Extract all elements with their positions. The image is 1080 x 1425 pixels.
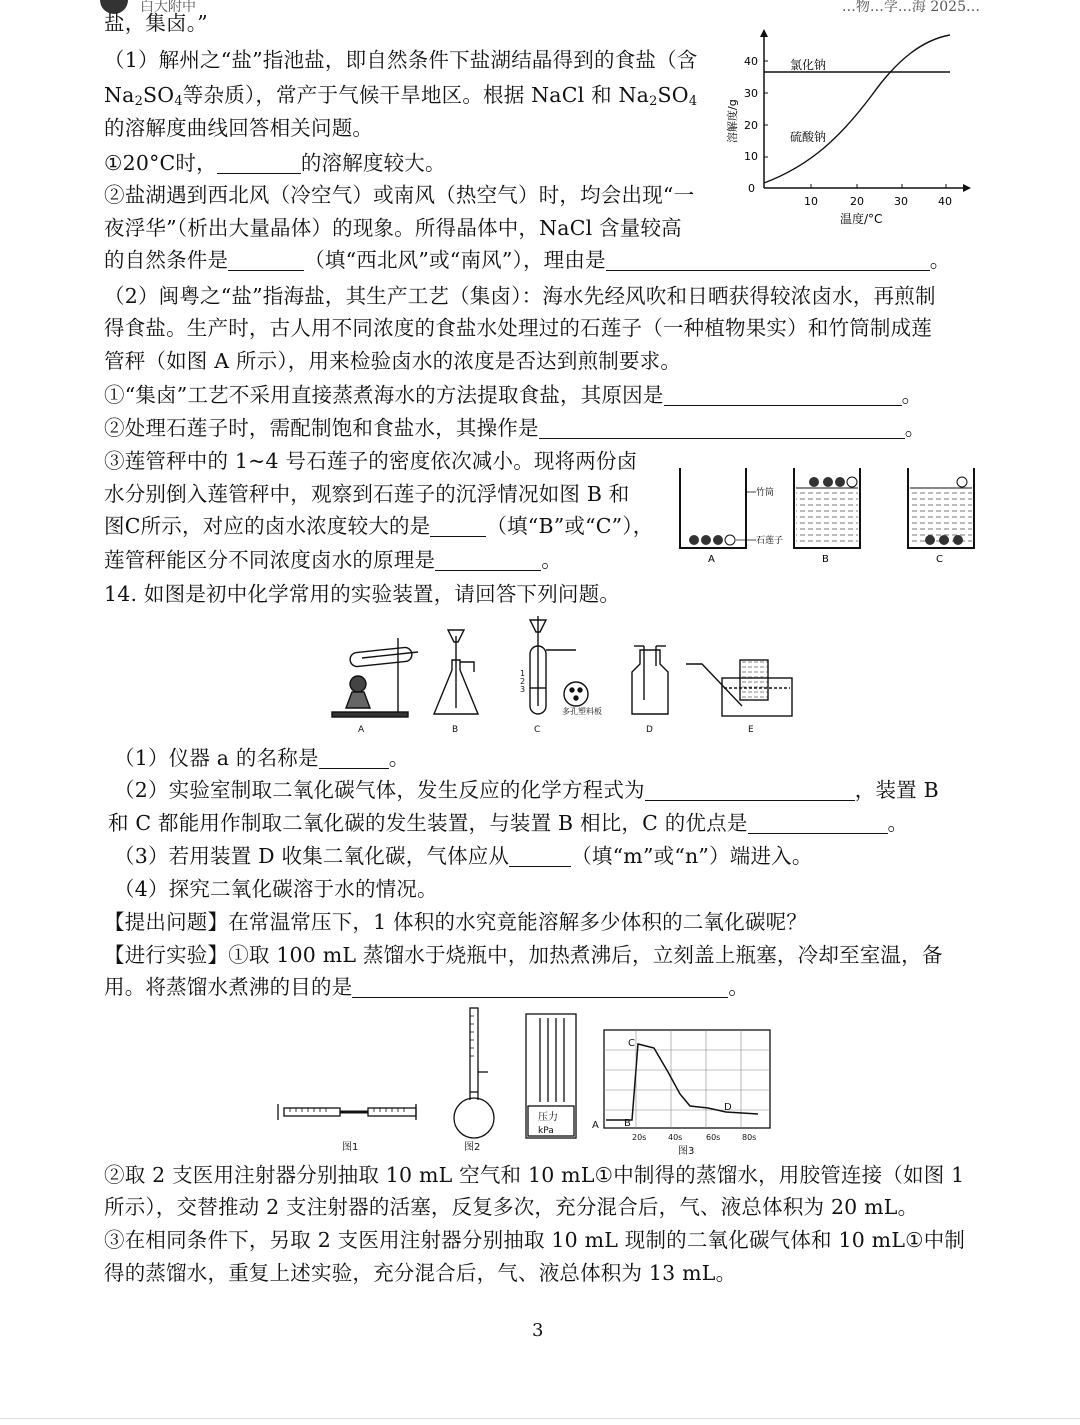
text-run: （2）实验室制取二氧化碳气体，发生反应的化学方程式为 [114, 778, 645, 802]
text-line [104, 513, 654, 540]
text-line: 【进行实验】①取 100 mL 蒸馏水于烧瓶中，加热煮沸后，立刻盖上瓶塞，冷却至室温，备 [104, 943, 943, 967]
text-run: SO [143, 83, 175, 107]
fig2-flask [454, 1008, 494, 1153]
subscript: 2 [649, 94, 658, 109]
answer-blank[interactable] [352, 977, 728, 998]
text-line: 得的蒸馏水，重复上述实验，充分混合后，气、液总体积为 13 mL。 [104, 1261, 737, 1285]
text-line [104, 150, 446, 177]
text-line: 的溶解度曲线回答相关问题。 [104, 116, 374, 140]
text-line [114, 745, 409, 772]
text-line: ③在相同条件下，另取 2 支医用注射器分别抽取 10 mL 现制的二氧化碳气体和 10 mL①中制 [104, 1228, 966, 1252]
lab-apparatus-figure [322, 610, 798, 735]
fig1-syringes [278, 1104, 416, 1153]
text-run: Na [104, 83, 135, 107]
x-tick: 20 [850, 195, 864, 208]
header-right: …物…学…海 2025… [841, 0, 980, 14]
pressure-curve [606, 1044, 758, 1120]
text-line [104, 82, 697, 109]
c-num: 3 [520, 685, 526, 694]
y-axis-label: 溶解度/g [726, 99, 739, 143]
text-run: 。 [541, 548, 562, 572]
label-a: A [358, 725, 365, 735]
answer-blank[interactable] [228, 250, 304, 271]
answer-blank[interactable] [539, 418, 905, 439]
text-run: SO [657, 83, 689, 107]
text-line: 【提出问题】在常温常压下，1 体积的水究竟能溶解多少体积的二氧化碳呢？ [104, 910, 808, 934]
scale-c [908, 468, 974, 565]
answer-blank[interactable] [319, 748, 389, 769]
label-b: B [452, 725, 459, 735]
answer-blank[interactable] [509, 846, 571, 867]
text-run: 的自然条件是 [104, 248, 229, 272]
c-num: 2 [520, 677, 526, 686]
label-c: C [936, 554, 943, 565]
y-tick: 0 [748, 182, 755, 195]
text-line [104, 547, 562, 574]
c-num: 1 [520, 669, 526, 678]
header-left: 白大附中 [140, 0, 196, 14]
text-line: 夜浮华”（析出大量晶体）的现象。所得晶体中，NaCl 含量较高 [104, 216, 682, 240]
question-14-title: 14. 如图是初中化学常用的实验装置，请回答下列问题。 [104, 582, 621, 606]
seed-label: 石莲子 [756, 536, 784, 546]
text-line: （1）解州之“盐”指池盐，即自然条件下盐湖结晶得到的食盐（含 [104, 48, 698, 72]
answer-blank[interactable] [748, 813, 888, 834]
text-line [108, 810, 908, 837]
text-line: ②盐湖遇到西北风（冷空气）或南风（热空气）时，均会出现“一 [104, 183, 695, 207]
pressure-sensor [526, 1014, 576, 1138]
text-run: 。 [901, 383, 923, 407]
y-tick: 30 [744, 87, 758, 100]
text-run: （填“B”或“C”）， [486, 514, 654, 538]
text-line [104, 974, 749, 1001]
solubility-curve-figure [722, 25, 972, 230]
porous-plate-label: 多孔塑料板 [562, 707, 602, 716]
fig3-pressure-graph [592, 1030, 770, 1157]
text-run: 。 [388, 746, 410, 770]
text-run: 图C所示，对应的卤水浓度较大的是 [104, 514, 431, 538]
x-axis-label: 温度/°C [840, 212, 883, 226]
label-e: E [748, 725, 754, 735]
pressure-unit: kPa [538, 1126, 554, 1136]
text-line [114, 777, 939, 804]
point-b: B [624, 1118, 631, 1129]
point-d: D [724, 1102, 732, 1113]
text-line: ③莲管秤中的 1~4 号石莲子的密度依次减小。现将两份卤 [104, 449, 638, 473]
fig1-label: 图1 [342, 1142, 359, 1153]
text-run: （填“西北风”或“南风”），理由是 [304, 248, 606, 272]
text-line [104, 415, 925, 442]
x-tick: 40s [668, 1133, 683, 1142]
scale-a [680, 468, 783, 565]
nacl-label: 氯化钠 [790, 58, 827, 72]
page-header [100, 0, 980, 14]
text-line: 盐，集卤。” [104, 11, 208, 35]
apparatus-b [434, 630, 478, 735]
text-run: 等杂质），常产于气候干旱地区。根据 NaCl 和 Na [182, 83, 650, 107]
na2so4-label: 硫酸钠 [790, 130, 827, 144]
text-line [104, 382, 922, 409]
label-b: B [822, 554, 829, 565]
subscript: 4 [174, 94, 183, 109]
x-tick: 80s [742, 1133, 757, 1142]
label-c: C [534, 725, 541, 735]
text-line: ②取 2 支医用注射器分别抽取 10 mL 空气和 10 mL①中制得的蒸馏水，用胶管连接（如图 1 [104, 1163, 965, 1187]
point-c: C [628, 1038, 635, 1049]
answer-blank[interactable] [664, 385, 902, 406]
text-line: 所示），交替推动 2 支注射器的活塞，反复多次，充分混合后，气、液总体积为 20 mL。 [104, 1195, 919, 1219]
answer-blank[interactable] [645, 780, 855, 801]
label-d: D [646, 725, 653, 735]
text-run: 和 C 都能用作制取二氧化碳的发生装置，与装置 B 相比，C 的优点是 [108, 811, 748, 835]
text-run: ①“集卤”工艺不采用直接蒸煮海水的方法提取食盐，其原因是 [104, 383, 664, 407]
answer-blank[interactable] [435, 550, 541, 571]
tube-label: 竹筒 [756, 488, 775, 498]
fig2-label: 图2 [464, 1142, 481, 1153]
fig3-label: 图3 [678, 1146, 695, 1157]
y-arrow-icon [760, 29, 768, 37]
text-run: 。 [887, 811, 909, 835]
text-run: ，装置 B [854, 778, 939, 802]
x-tick: 30 [894, 195, 908, 208]
point-a: A [592, 1120, 599, 1131]
text-line [114, 843, 813, 870]
answer-blank[interactable] [217, 153, 301, 174]
text-line: （4）探究二氧化碳溶于水的情况。 [114, 877, 438, 901]
apparatus-d [632, 646, 668, 735]
text-run: ②处理石莲子时，需配制饱和食盐水，其操作是 [104, 416, 539, 440]
x-tick: 60s [706, 1133, 721, 1142]
text-line: 管秤（如图 A 所示），用来检验卤水的浓度是否达到煎制要求。 [104, 349, 682, 373]
subscript: 2 [134, 94, 144, 109]
x-arrow-icon [963, 184, 971, 192]
y-tick: 10 [744, 150, 758, 163]
text-run: 。 [929, 248, 951, 272]
y-tick: 40 [744, 55, 758, 68]
apparatus-e [686, 660, 792, 735]
text-run: （1）仪器 a 的名称是 [114, 746, 319, 770]
text-run: 用。将蒸馏水煮沸的目的是 [104, 975, 353, 999]
y-tick: 20 [744, 119, 758, 132]
lotus-scale-figure [672, 460, 984, 565]
page-number: 3 [532, 1320, 544, 1341]
apparatus-c [520, 616, 602, 735]
label-a: A [708, 554, 715, 565]
text-run: 莲管秤能区分不同浓度卤水的原理是 [104, 548, 436, 572]
text-line: 水分别倒入莲管秤中，观察到石莲子的沉浮情况如图 B 和 [104, 482, 630, 506]
text-run: （填“m”或“n”）端进入。 [571, 844, 813, 868]
text-line: 得食盐。生产时，古人用不同浓度的食盐水处理过的石莲子（一种植物果实）和竹筒制成莲 [104, 316, 932, 340]
co2-experiment-figure [276, 1002, 782, 1162]
x-tick: 40 [938, 195, 952, 208]
subscript: 4 [688, 94, 698, 109]
answer-blank[interactable] [430, 516, 486, 537]
bottom-divider [0, 1418, 1080, 1419]
text-line [104, 247, 950, 274]
text-run: （3）若用装置 D 收集二氧化碳，气体应从 [114, 844, 510, 868]
scale-b [794, 468, 860, 565]
answer-blank[interactable] [606, 250, 930, 271]
x-tick: 10 [804, 195, 818, 208]
text-run: 。 [904, 416, 926, 440]
text-line: （2）闽粤之“盐”指海盐，其生产工艺（集卤）：海水先经风吹和日晒获得较浓卤水，再煎制 [104, 284, 936, 308]
pressure-label: 压力 [538, 1112, 558, 1123]
text-run: ①20°C时， [104, 151, 217, 175]
text-run: 的溶解度较大。 [300, 151, 446, 175]
text-run: 。 [728, 975, 750, 999]
x-tick: 20s [632, 1133, 647, 1142]
apparatus-a [332, 638, 418, 735]
